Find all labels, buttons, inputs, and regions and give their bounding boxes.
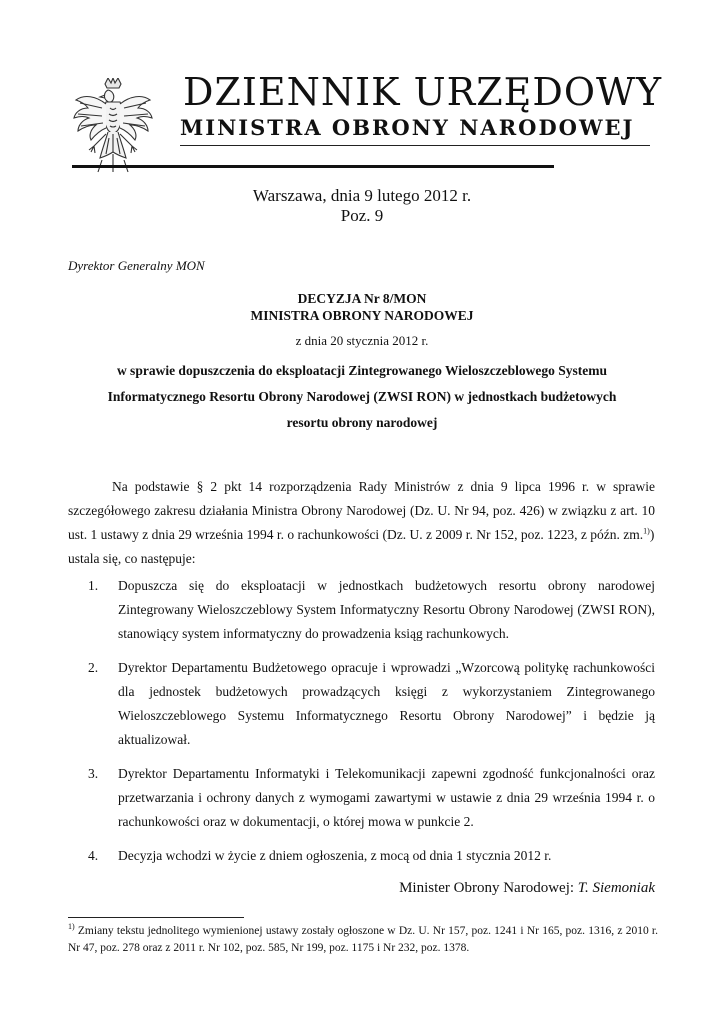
item-number: 4. [88,848,99,863]
journal-title: DZIENNIK URZĘDOWY [183,70,663,114]
decision-date: z dnia 20 stycznia 2012 r. [295,333,429,348]
item-number: 2. [88,660,99,675]
footnote-marker: 1) [68,922,75,932]
list-item [68,762,655,834]
intro-paragraph [68,475,655,571]
place-and-date: Warszawa, dnia 9 lutego 2012 r. [252,186,472,205]
footnote [68,923,658,957]
decision-items-list [68,574,655,878]
signature-line [399,880,655,897]
position-number: Poz. 9 [340,206,384,225]
intro-closing: ) [649,527,655,542]
intro-text-block [68,475,655,547]
item-number: 3. [88,766,99,781]
decision-authority: MINISTRA OBRONY NARODOWEJ [250,308,474,323]
item-text: Dyrektor Departamentu Informatyki i Telekomunikacji zapewni zgodność funkcjonalności oraz przetwarzania i ochrony danych z wymogami zawartymi w ustawie z dnia 29 września 1994 r. o rachunkowości oraz w dokumentacji, o której mowa w punkcie 2. [118,766,655,829]
journal-subtitle: MINISTRA OBRONY NARODOWEJ [180,115,635,140]
intro-text: Na podstawie § 2 pkt 14 rozporządzenia Rady Ministrów z dnia 9 lipca 1996 r. w sprawie szczegółowego zakresu działania Ministra Obrony Narodowej (Dz. U. Nr 94, poz. 426) w związku z art. 10 ust. 1 ustawy z dnia 29 września 1994 r. o rachunkowości (Dz. U. z 2009 r. Nr 152, poz. 1223, z późn. zm. [68,479,655,542]
footnote-text: Zmiany tekstu jednolitego wymienionej ustawy zostały ogłoszone w Dz. U. Nr 157, poz. 1241 i Nr 165, poz. 1316, z 2010 r. Nr 47, poz. 278 oraz z 2011 r. Nr 102, poz. 585, Nr 199, poz. 1175 i Nr 232, poz. 1378. [68,925,658,954]
list-item [68,574,655,646]
list-item [68,656,655,752]
item-text: Decyzja wchodzi w życie z dniem ogłoszenia, z mocą od dnia 1 stycznia 2012 r. [118,848,552,863]
decision-heading [0,290,724,324]
item-text: Dopuszcza się do eksploatacji w jednostkach budżetowych resortu obrony narodowej Zintegrowany Wieloszczeblowy System Informatyczny Resortu Obrony Narodowej (ZWSI RON), stanowiący system informatyczny do prowadzenia ksiąg rachunkowych. [118,578,655,641]
decision-subject: w sprawie dopuszczenia do eksploatacji Zintegrowanego Wieloszczeblowego Systemu Informatycznego Resortu Obrony Narodowej (ZWSI RON) w jednostkach budżetowych resortu obrony narodowej [107,363,617,430]
footnote-divider [68,917,244,918]
issuer-line: Dyrektor Generalny MON [68,258,205,273]
decision-number: DECYZJA Nr 8/MON [297,291,427,306]
masthead-divider-thick [72,165,554,168]
item-number: 1. [88,578,99,593]
signature-role: Minister Obrony Narodowej: [399,880,578,896]
polish-eagle-emblem-icon [72,78,154,174]
intro-ending: ustala się, co następuje: [68,551,196,566]
signature-name: T. Siemoniak [577,880,655,896]
list-item [68,844,655,868]
item-text: Dyrektor Departamentu Budżetowego opracuje i wprowadzi „Wzorcową politykę rachunkowości dla jednostek budżetowych prowadzących księgi z wykorzystaniem Zintegrowanego Wieloszczeblowego Systemu Informatycznego Resortu Obrony Narodowej” i będzie ją aktualizował. [118,660,655,747]
footnote-reference: 1) [643,526,650,536]
masthead-divider-thin [180,145,650,146]
